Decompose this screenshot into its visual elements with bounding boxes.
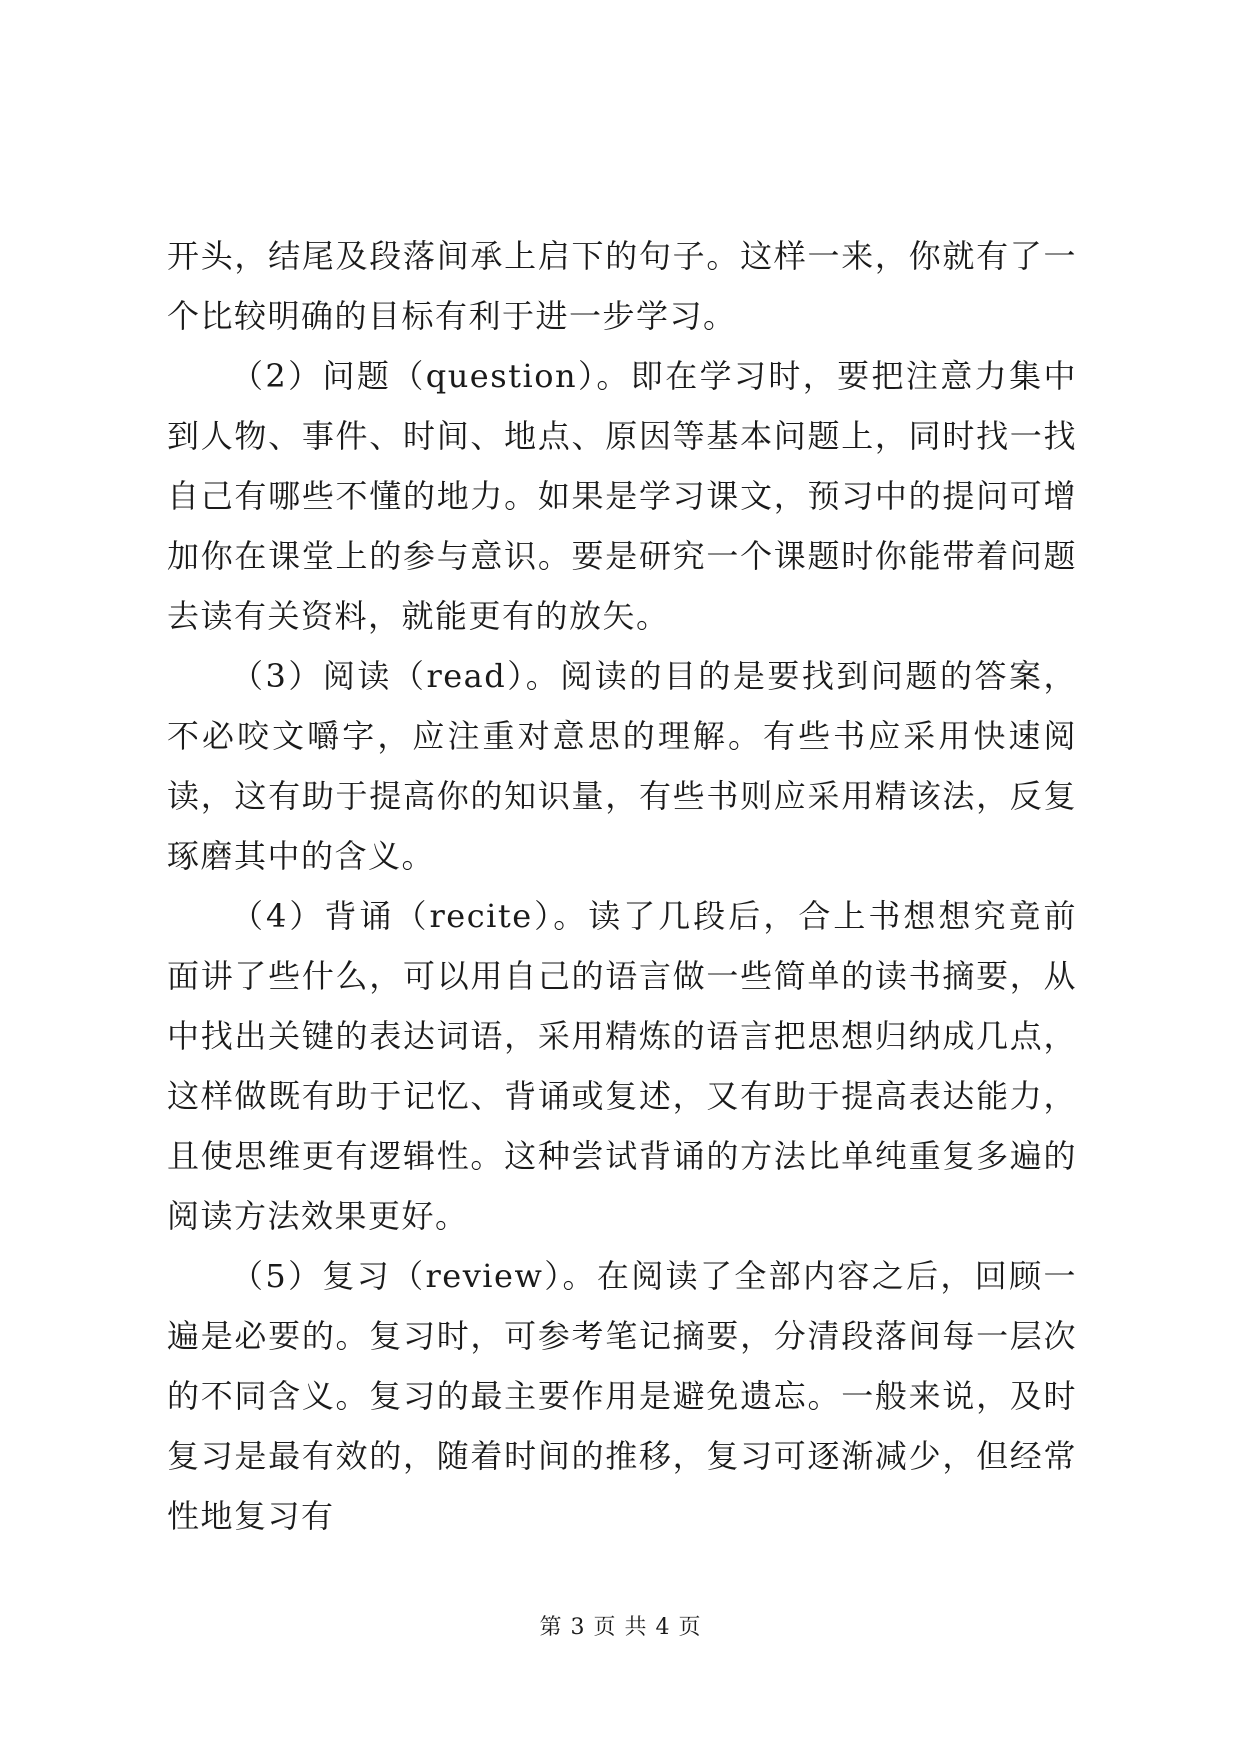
paragraph-question: （2）问题（question）。即在学习时，要把注意力集中到人物、事件、时间、地点、原因等基本问题上，同时找一找自己有哪些不懂的地力。如果是学习课文，预习中的提问可增加你在课堂上的参与意识。要是研究一个课题时你能带着问题去读有关资料，就能更有的放矢。: [167, 357, 1077, 635]
paragraph-continuation: 开头，结尾及段落间承上启下的句子。这样一来，你就有了一个比较明确的目标有利于进一步学习。: [167, 237, 1077, 335]
paragraph-review: （5）复习（review）。在阅读了全部内容之后，回顾一遍是必要的。复习时，可参考笔记摘要，分清段落间每一层次的不同含义。复习的最主要作用是避免遗忘。一般来说，及时复习是最有效的，随着时间的推移，复习可逐渐减少，但经常性地复习有: [167, 1257, 1077, 1535]
page-number-footer: 第 3 页 共 4 页: [539, 1615, 702, 1640]
paragraph-recite: （4）背诵（recite）。读了几段后，合上书想想究竟前面讲了些什么，可以用自己的语言做一些简单的读书摘要，从中找出关键的表达词语，采用精炼的语言把思想归纳成几点，这样做既有助于记忆、背诵或复述，又有助于提高表达能力，且使思维更有逻辑性。这种尝试背诵的方法比单纯重复多遍的阅读方法效果更好。: [167, 897, 1077, 1235]
body-text: [167, 226, 1077, 1546]
paragraph-read: （3）阅读（read）。阅读的目的是要找到问题的答案，不必咬文嚼字，应注重对意思的理解。有些书应采用快速阅读，这有助于提高你的知识量，有些书则应采用精该法，反复琢磨其中的含义。: [167, 657, 1077, 875]
